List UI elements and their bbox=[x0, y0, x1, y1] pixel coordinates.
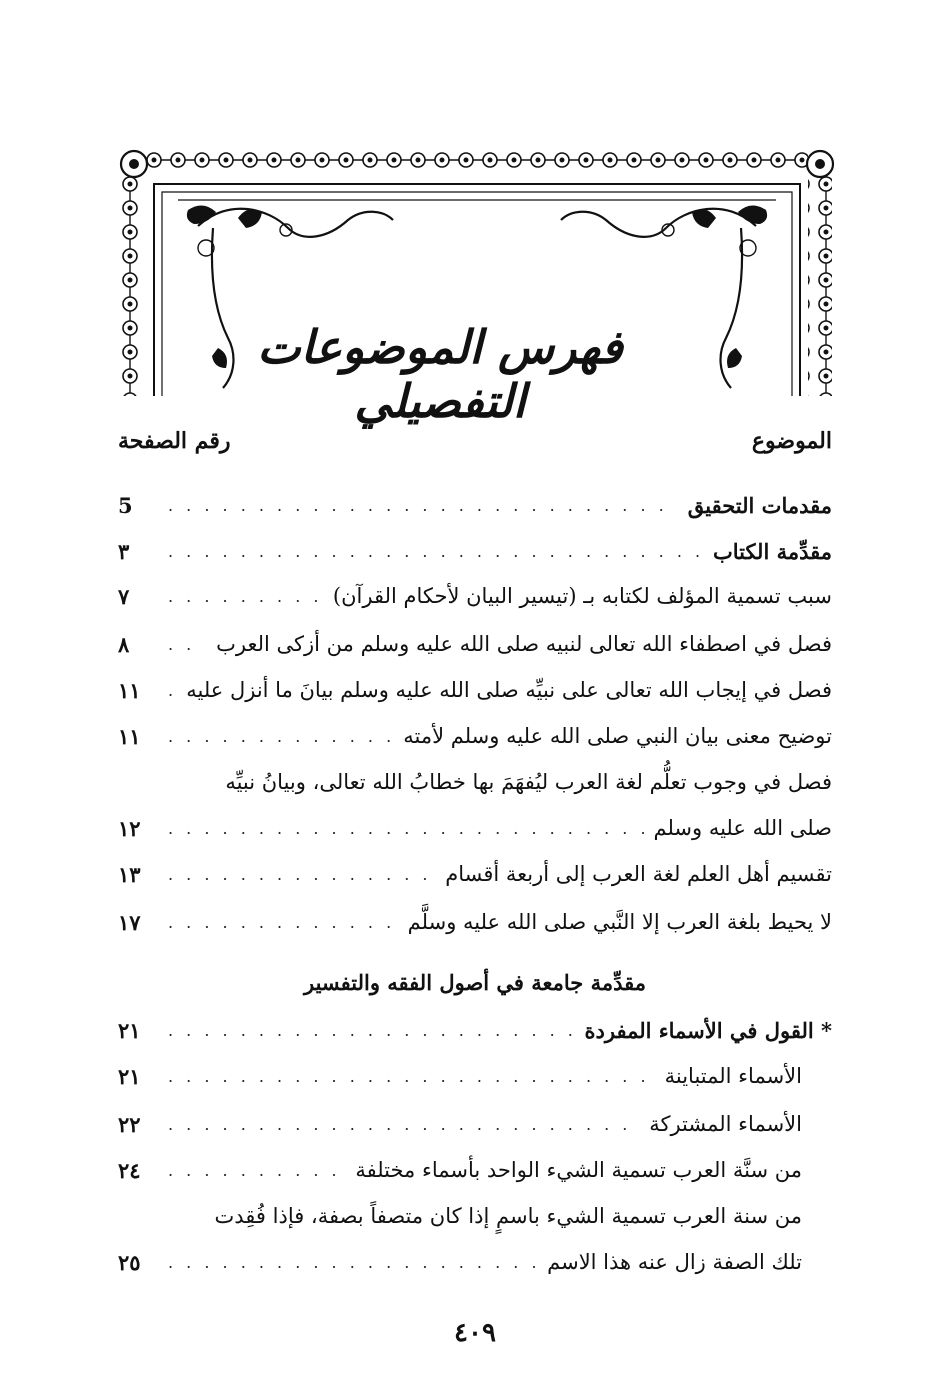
toc-entry-title: مقدِّمة الكتاب bbox=[712, 538, 832, 564]
toc-entry bbox=[118, 531, 832, 571]
toc-entry bbox=[118, 1104, 832, 1144]
leader-dots bbox=[168, 819, 644, 838]
toc-entry-title: تقسيم أهل العلم لغة العرب إلى أربعة أقسام bbox=[445, 862, 832, 886]
toc-entry-title: مقدمات التحقيق bbox=[687, 492, 832, 518]
toc-entry-page: ٢٤ bbox=[118, 1157, 141, 1183]
toc-entry-title: من سنَّة العرب تسمية الشيء الواحد بأسماء مختلفة bbox=[355, 1158, 802, 1182]
toc-entry-title: صلى الله عليه وسلم bbox=[653, 816, 832, 840]
toc-entry-page: ٨ bbox=[118, 631, 130, 657]
toc-entry-title: * القول في الأسماء المفردة bbox=[584, 1017, 832, 1043]
toc-entry bbox=[118, 1242, 832, 1282]
leader-dots bbox=[168, 913, 398, 932]
toc-entry-page: ٧ bbox=[118, 583, 130, 609]
topic-column-header: الموضوع bbox=[751, 428, 832, 454]
toc-list bbox=[118, 0, 832, 1380]
toc-entry-page: ١٢ bbox=[118, 815, 141, 841]
leader-dots bbox=[168, 542, 703, 561]
section-heading: مقدِّمة جامعة في أصول الفقه والتفسير bbox=[303, 970, 647, 995]
page-number: ٤٠٩ bbox=[454, 1318, 496, 1348]
leader-dots bbox=[168, 496, 678, 515]
leader-dots bbox=[168, 635, 206, 654]
leader-dots bbox=[168, 587, 323, 606]
toc-entry-page: ٢٥ bbox=[118, 1249, 141, 1275]
toc-entry-title: الأسماء المتباينة bbox=[664, 1064, 802, 1088]
toc-entry-page: ٢٢ bbox=[118, 1111, 141, 1137]
toc-entry-title: تلك الصفة زال عنه هذا الاسم bbox=[547, 1250, 802, 1274]
toc-entry bbox=[118, 1150, 832, 1190]
leader-dots bbox=[168, 1161, 345, 1180]
toc-entry-page: ١٧ bbox=[118, 909, 141, 935]
leader-dots bbox=[168, 1067, 655, 1086]
leader-dots bbox=[168, 681, 176, 700]
page-title: فهرس الموضوعات التفصيلي bbox=[257, 320, 623, 428]
toc-entry-title: لا يحيط بلغة العرب إلا النَّبي صلى الله عليه وسلَّم bbox=[407, 910, 832, 934]
toc-entry-title: سبب تسمية المؤلف لكتابه بـ (تيسير البيان لأحكام القرآن) bbox=[332, 584, 832, 608]
toc-entry-title: الأسماء المشتركة bbox=[649, 1112, 802, 1136]
leader-dots bbox=[168, 727, 393, 746]
toc-entry bbox=[118, 670, 832, 710]
toc-entry-page: ٢١ bbox=[118, 1063, 141, 1089]
leader-dots bbox=[168, 865, 435, 884]
toc-entry-title: فصل في وجوب تعلُّم لغة العرب ليُفهَمَ بها خطابُ الله تعالى، وبيانُ نبيِّه bbox=[225, 770, 832, 794]
toc-entry-title: من سنة العرب تسمية الشيء باسمٍ إذا كان متصفاً بصفة، فإذا فُقِدت bbox=[214, 1204, 802, 1228]
toc-entry bbox=[118, 854, 832, 894]
toc-entry-line1 bbox=[118, 762, 832, 802]
toc-entry-line1 bbox=[118, 1196, 832, 1236]
leader-dots bbox=[168, 1253, 537, 1272]
toc-entry bbox=[118, 1010, 832, 1050]
page-column-header: رقم الصفحة bbox=[118, 428, 231, 454]
toc-entry-title: فصل في إيجاب الله تعالى على نبيِّه صلى الله عليه وسلم بيانَ ما أنزل عليه bbox=[186, 678, 832, 702]
leader-dots bbox=[168, 1115, 639, 1134]
toc-entry-page: ١١ bbox=[118, 677, 141, 703]
toc-entry-page: ١٣ bbox=[118, 861, 141, 887]
leader-dots bbox=[168, 1021, 575, 1040]
toc-entry-title: توضيح معنى بيان النبي صلى الله عليه وسلم لأمته bbox=[403, 724, 832, 748]
toc-entry bbox=[118, 716, 832, 756]
toc-entry-title: فصل في اصطفاء الله تعالى لنبيه صلى الله عليه وسلم من أزكى العرب bbox=[216, 632, 832, 656]
toc-entry-page: ٣ bbox=[118, 538, 130, 564]
toc-entry bbox=[118, 576, 832, 616]
toc-entry bbox=[118, 902, 832, 942]
toc-entry bbox=[118, 485, 832, 525]
toc-entry bbox=[118, 808, 832, 848]
toc-entry-page: ١١ bbox=[118, 723, 141, 749]
toc-entry bbox=[118, 1056, 832, 1096]
toc-entry-page: ٢١ bbox=[118, 1017, 141, 1043]
toc-entry-page: 5 bbox=[118, 492, 133, 518]
toc-entry bbox=[118, 624, 832, 664]
